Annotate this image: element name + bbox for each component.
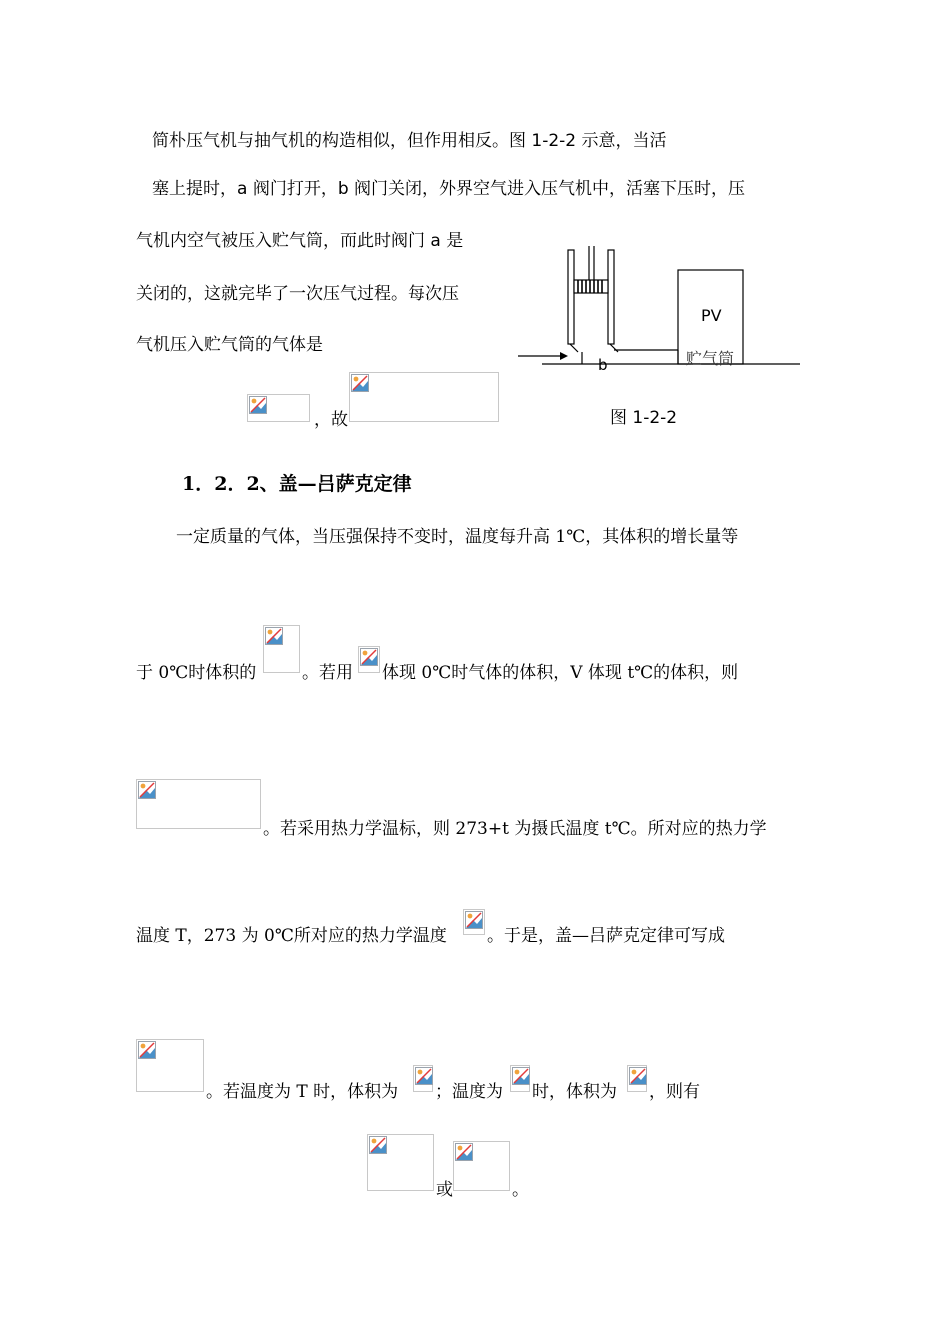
para2-line5c: 时，体积为: [532, 1082, 617, 1102]
figure-label-tank: 贮气筒: [686, 349, 735, 368]
para1-line3: 气机内空气被压入贮气筒，而此时阀门 a 是: [136, 231, 464, 251]
para2-line1: 一定质量的气体，当压强保持不变时，温度每升高 1℃，其体积的增长量等: [176, 527, 739, 547]
para2-line5a: 。若温度为 T 时，体积为: [206, 1082, 399, 1102]
para2-line5d: ，则有: [649, 1082, 700, 1102]
formula-image: [358, 646, 380, 673]
para1-line2: 塞上提时，a 阀门打开，b 阀门关闭，外界空气进入压气机中，活塞下压时，压: [152, 179, 746, 199]
section-heading: 1．2．2、盖—吕萨克定律: [182, 473, 412, 495]
broken-image-icon: [351, 374, 369, 392]
para2-line2b: 。若用: [302, 663, 353, 683]
figure-label-b: b: [598, 356, 608, 374]
para1-line4: 关闭的，这就完毕了一次压气过程。每次压: [136, 284, 459, 304]
formula-image: [263, 625, 300, 673]
para1-line5: 气机压入贮气筒的气体是: [136, 335, 323, 355]
formula-image: [136, 1039, 204, 1092]
figure-caption: 图 1-2-2: [610, 408, 678, 428]
formula-image: [367, 1134, 434, 1191]
broken-image-icon: [138, 781, 156, 799]
broken-image-icon: [512, 1067, 530, 1085]
formula-image: [349, 372, 499, 422]
compressor-diagram: [512, 240, 812, 380]
formula-image: [463, 909, 485, 935]
broken-image-icon: [369, 1136, 387, 1154]
broken-image-icon: [465, 911, 483, 929]
para2-line4b: 。于是，盖—吕萨克定律可写成: [487, 926, 725, 946]
broken-image-icon: [629, 1067, 647, 1085]
para1-line6-sep: ，故: [314, 410, 348, 430]
formula-image: [453, 1141, 510, 1191]
formula-image: [136, 779, 261, 829]
broken-image-icon: [265, 627, 283, 645]
formula-image: [510, 1065, 530, 1092]
broken-image-icon: [138, 1041, 156, 1059]
formula-image: [413, 1065, 433, 1092]
formula-image: [627, 1065, 647, 1092]
para2-line6b: 。: [512, 1180, 529, 1200]
para2-line2a: 于 0℃时体积的: [136, 663, 257, 683]
formula-image: [247, 394, 310, 422]
para2-line3: 。若采用热力学温标，则 273+t 为摄氏温度 t℃。所对应的热力学: [263, 819, 767, 839]
figure-label-pv: PV: [701, 306, 722, 325]
para2-line2c: 体现 0℃时气体的体积，V 体现 t℃的体积，则: [382, 663, 739, 683]
para1-line1: 简朴压气机与抽气机的构造相似，但作用相反。图 1-2-2 示意，当活: [152, 131, 667, 151]
broken-image-icon: [249, 396, 267, 414]
broken-image-icon: [360, 648, 378, 666]
broken-image-icon: [415, 1067, 433, 1085]
para2-line4a: 温度 T，273 为 0℃所对应的热力学温度: [136, 926, 447, 946]
broken-image-icon: [455, 1143, 473, 1161]
para2-line6a: 或: [436, 1180, 453, 1200]
para2-line5b: ；温度为: [435, 1082, 503, 1102]
